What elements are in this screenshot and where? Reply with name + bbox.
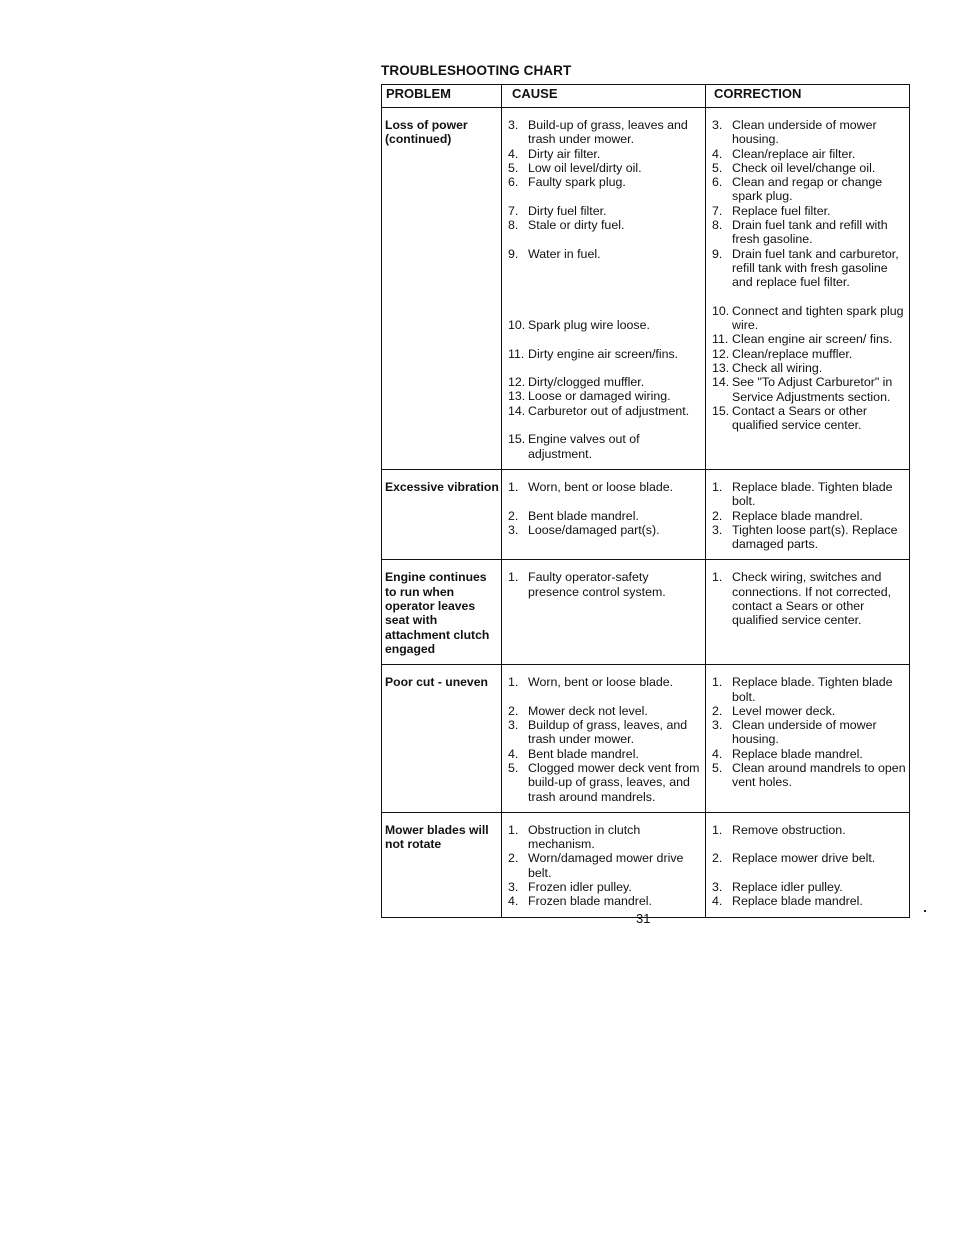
list-item: 1. Check wiring, switches and connections. If not corrected, contact a Sears or other qualified service center. xyxy=(712,570,892,628)
list-item: 2. Replace mower drive belt. xyxy=(712,851,876,866)
list-item: 6. Faulty spark plug. xyxy=(508,175,626,190)
list-item: 13. Check all wiring. xyxy=(712,361,823,376)
problem-cell: Loss of power (continued) xyxy=(382,108,502,470)
header-correction: CORRECTION xyxy=(706,85,910,108)
list-item: 2. Bent blade mandrel. xyxy=(508,508,639,523)
list-item: 4. Replace blade mandrel. xyxy=(712,746,863,761)
correction-cell xyxy=(706,560,910,665)
header-problem: PROBLEM xyxy=(382,85,502,108)
list-item: 1. Replace blade. Tighten blade bolt. xyxy=(712,675,893,704)
list-item: 4. Bent blade mandrel. xyxy=(508,746,639,761)
list-item: 1. Remove obstruction. xyxy=(712,822,846,837)
page-number: 31 xyxy=(636,911,651,926)
list-item: 5. Low oil level/dirty oil. xyxy=(508,160,642,175)
cause-cell xyxy=(502,108,706,470)
problem-cell: Excessive vibration xyxy=(382,469,502,559)
list-item: 1. Faulty operator-safety presence control system. xyxy=(508,570,666,599)
list-item: 3. Clean underside of mower housing. xyxy=(712,118,877,147)
list-item: 4. Frozen blade mandrel. xyxy=(508,894,652,909)
troubleshooting-table xyxy=(381,84,910,918)
list-item: 4. Replace blade mandrel. xyxy=(712,894,863,909)
list-item: 15. Engine valves out of adjustment. xyxy=(508,432,640,461)
list-item: 3. Frozen idler pulley. xyxy=(508,880,632,895)
list-item: 10. Spark plug wire loose. xyxy=(508,317,650,332)
list-item: 1. Obstruction in clutch mechanism. xyxy=(508,822,641,852)
problem-cell: Poor cut - uneven xyxy=(382,665,502,813)
list-item: 3. Loose/damaged part(s). xyxy=(508,522,660,537)
list-item: 9. Water in fuel. xyxy=(508,246,601,261)
header-row xyxy=(382,85,910,108)
table-row xyxy=(382,812,910,917)
cause-cell xyxy=(502,812,706,917)
list-item: 3. Buildup of grass, leaves, and trash under mower. xyxy=(508,718,688,747)
problem-cell: Mower blades will not rotate xyxy=(382,812,502,917)
table-row xyxy=(382,665,910,813)
list-item: 12. Dirty/clogged muffler. xyxy=(508,375,645,390)
list-item: 14. See "To Adjust Carburetor" in Service Adjustments section. xyxy=(712,375,893,404)
list-item: 5. Clogged mower deck vent from build-up of grass, leaves, and trash around mandrels. xyxy=(508,760,700,804)
list-item: 8. Stale or dirty fuel. xyxy=(508,218,625,233)
correction-cell xyxy=(706,469,910,559)
list-item: 2. Worn/damaged mower drive belt. xyxy=(508,851,684,880)
list-item: 11. Clean engine air screen/ fins. xyxy=(712,332,893,347)
list-item: 15. Contact a Sears or other qualified service center. xyxy=(712,403,867,433)
list-item: 10. Connect and tighten spark plug wire. xyxy=(712,303,904,333)
list-item: 8. Drain fuel tank and refill with fresh gasoline. xyxy=(712,218,888,247)
list-item: 5. Clean around mandrels to open vent holes. xyxy=(712,760,906,790)
cause-cell xyxy=(502,560,706,665)
list-item: 4. Clean/replace air filter. xyxy=(712,146,856,161)
correction-cell xyxy=(706,108,910,470)
list-item: 3. Build-up of grass, leaves and trash under mower. xyxy=(508,118,688,147)
table-row xyxy=(382,469,910,559)
list-item: 3. Clean underside of mower housing. xyxy=(712,718,877,747)
header-cause: CAUSE xyxy=(502,85,706,108)
list-item: 13. Loose or damaged wiring. xyxy=(508,389,671,404)
list-item: 12. Clean/replace muffler. xyxy=(712,346,853,361)
chart-title: TROUBLESHOOTING CHART xyxy=(381,63,572,78)
list-item: 14. Carburetor out of adjustment. xyxy=(508,403,690,418)
list-item: 5. Check oil level/change oil. xyxy=(712,160,876,175)
list-item: 9. Drain fuel tank and carburetor, refill tank with fresh gasoline and replace fuel filter. xyxy=(712,246,899,290)
list-item: 7. Replace fuel filter. xyxy=(712,203,831,218)
scan-speck xyxy=(924,910,926,912)
correction-cell xyxy=(706,665,910,813)
cause-cell xyxy=(502,469,706,559)
list-item: 6. Clean and regap or change spark plug. xyxy=(712,175,883,204)
list-item: 4. Dirty air filter. xyxy=(508,146,601,161)
list-item: 11. Dirty engine air screen/fins. xyxy=(508,346,679,361)
problem-cell: Engine continues to run when operator leaves seat with attachment clutch engaged xyxy=(382,560,502,665)
list-item: 3. Tighten loose part(s). Replace damaged parts. xyxy=(712,522,898,552)
list-item: 2. Replace blade mandrel. xyxy=(712,508,863,523)
list-item: 3. Replace idler pulley. xyxy=(712,880,843,895)
list-item: 7. Dirty fuel filter. xyxy=(508,203,607,218)
list-item: 1. Worn, bent or loose blade. xyxy=(508,479,674,494)
correction-cell xyxy=(706,812,910,917)
list-item: 1. Replace blade. Tighten blade bolt. xyxy=(712,479,893,509)
cause-cell xyxy=(502,665,706,813)
table-row xyxy=(382,560,910,665)
table-row xyxy=(382,108,910,470)
list-item: 2. Mower deck not level. xyxy=(508,703,648,718)
list-item: 1. Worn, bent or loose blade. xyxy=(508,675,674,690)
list-item: 2. Level mower deck. xyxy=(712,703,836,718)
